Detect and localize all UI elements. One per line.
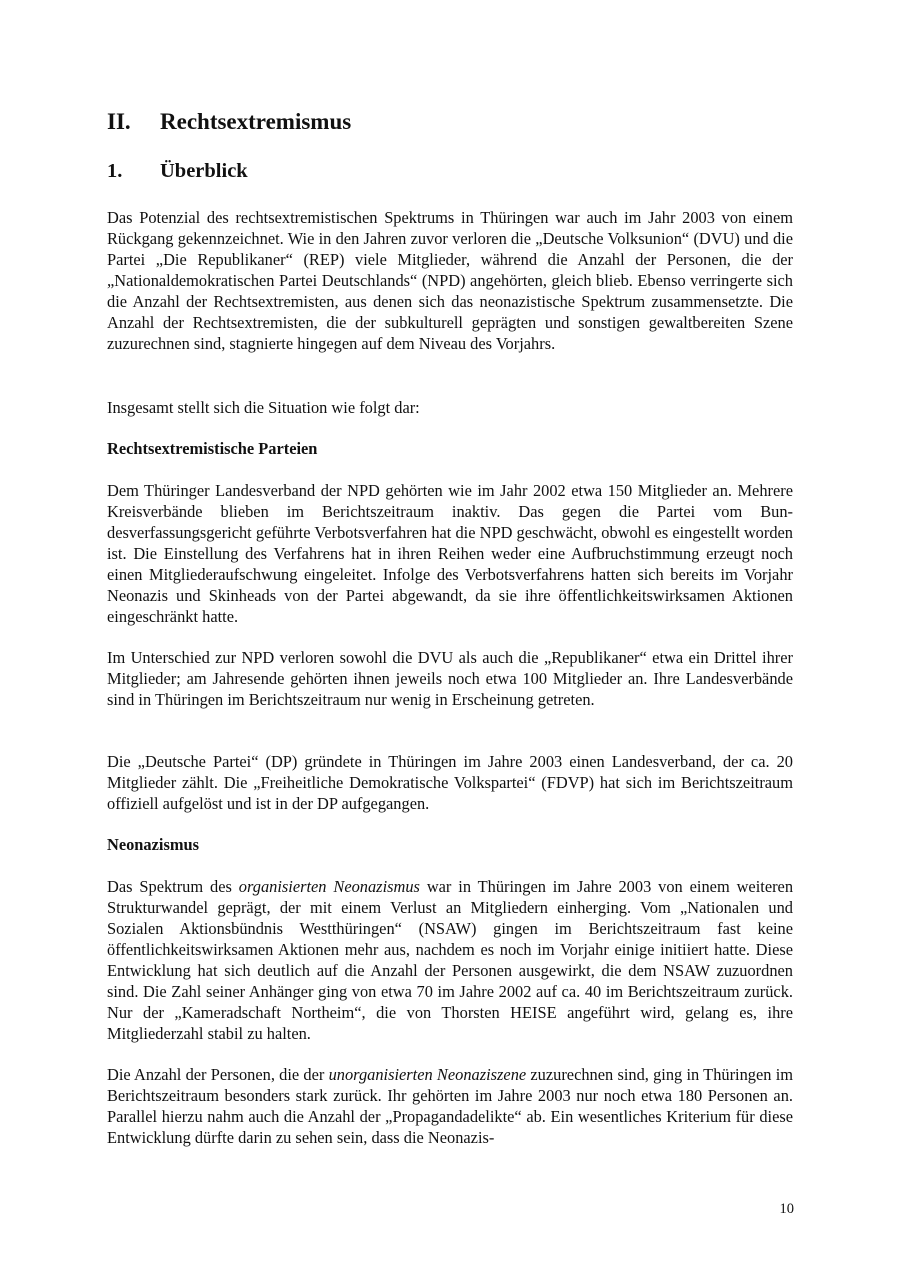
org-text-before: Das Spektrum des <box>107 877 239 896</box>
unorg-text-before: Die Anzahl der Personen, die der <box>107 1065 329 1084</box>
subheading-parties: Rechtsextremistische Parteien <box>107 439 318 458</box>
page-number: 10 <box>779 1201 794 1217</box>
unorg-text-after: zuzurechnen sind, ging in Thüringen im Berichtszeitraum besonders stark zurück. Ihr gehörten im Jahre 2003 nur noch etwa 180 Personen an. Parallel hierzu nahm auch die Anzahl der „Propagandadelikte“ ab. Ein wesentliches Kriterium für diese Entwicklung dürfte darin zu sehen sein, dass die Neonazis- <box>107 1065 793 1147</box>
paragraph-dvu-rep: Im Unterschied zur NPD verloren sowohl die DVU als auch die „Republikaner“ etwa ein Drittel ihrer Mitglieder; am Jahresende gehörten ihnen jeweils noch etwa 100 Mitglieder an. Ihre Landesverbände sind in Thüringen im Berichtszeitraum nur wenig in Erscheinung getreten. <box>107 648 793 709</box>
subheading-neonazism: Neonazismus <box>107 835 199 854</box>
paragraph-summary: Insgesamt stellt sich die Situation wie folgt dar: <box>107 398 420 417</box>
chapter-heading <box>107 109 351 135</box>
section-number: 1. <box>107 160 123 182</box>
paragraph-intro: Das Potenzial des rechtsextremistischen Spektrums in Thüringen war auch im Jahr 2003 von einem Rückgang gekennzeichnet. Wie in den Jahren zuvor verloren die „Deutsche Volksunion“ (DVU) und die Partei „Die Republikaner“ (REP) viele Mitglieder, während die Anzahl der Personen, die der „Nationaldemokratischen Partei Deutschlands“ (NPD) angehörten, gleich blieb. Ebenso verringerte sich die Anzahl der Rechtsextremisten, aus denen sich das neonazistische Spektrum zusammensetzte. Die Anzahl der Rechtsextremisten, die der subkulturell geprägten und sonstigen gewaltbereiten Szene zuzurechnen sind, stagnierte hingegen auf dem Niveau des Vorjahrs. <box>107 208 793 353</box>
org-text-after: war in Thüringen im Jahre 2003 von einem weiteren Strukturwandel geprägt, der mit einem Verlust an Mitgliedern einherging. Vom „Nationalen und Sozialen Aktionsbündnis Westthüringen“ (NSAW) gingen im Berichtszeitraum fast keine öffentlichkeitswirksamen Aktionen mehr aus, nachdem es noch im Vorjahr einige initiiert hatte. Diese Entwicklung hat sich deutlich auf die Anzahl der Personen ausgewirkt, die dem NSAW zuzuordnen sind. Die Zahl seiner Anhänger ging von etwa 70 im Jahre 2002 auf ca. 40 im Berichtszeitraum zurück. Nur der „Kameradschaft Northeim“, die von Thorsten HEISE angeführt wird, gelang es, ihre Mitgliederzahl stabil zu halten. <box>107 877 794 1043</box>
chapter-title: Rechtsextremismus <box>160 109 352 134</box>
paragraph-dp: Die „Deutsche Partei“ (DP) gründete in Thüringen im Jahre 2003 einen Landesverband, der ca. 20 Mitglieder zählt. Die „Freiheitliche Demokratische Volkspartei“ (FDVP) hat sich im Berichtszeitraum offiziell aufgelöst und ist in der DP aufgegangen. <box>107 752 793 813</box>
paragraph-npd: Dem Thüringer Landesverband der NPD gehörten wie im Jahr 2002 etwa 150 Mitglieder an. Mehrere Kreisverbände blieben im Berichtszeitraum inaktiv. Das gegen die Partei vom Bundesverfassungsgericht geführte Verbotsverfahren hat die NPD geschwächt, obwohl es eingestellt worden ist. Die Einstellung des Verfahrens hat in ihren Reihen weder eine Aufbruchstimmung erzeugt noch einen Mitgliederaufschwung eingeleitet. Infolge des Verbotsverfahrens hatten sich bereits im Vorjahr Neonazis und Skinheads von der Partei abgewandt, da sie ihre öffentlichkeitswirksamen Aktionen eingeschränkt hatte. <box>107 481 793 626</box>
chapter-number: II. <box>107 109 131 134</box>
section-heading <box>107 160 248 183</box>
section-title: Überblick <box>160 160 248 182</box>
org-emphasis: organisierten Neonazismus <box>238 877 420 896</box>
unorg-emphasis: unorganisierten Neonaziszene <box>328 1065 527 1084</box>
paragraph-unorganized-neonazism <box>107 1064 793 1148</box>
paragraph-organized-neonazism <box>107 876 793 1044</box>
